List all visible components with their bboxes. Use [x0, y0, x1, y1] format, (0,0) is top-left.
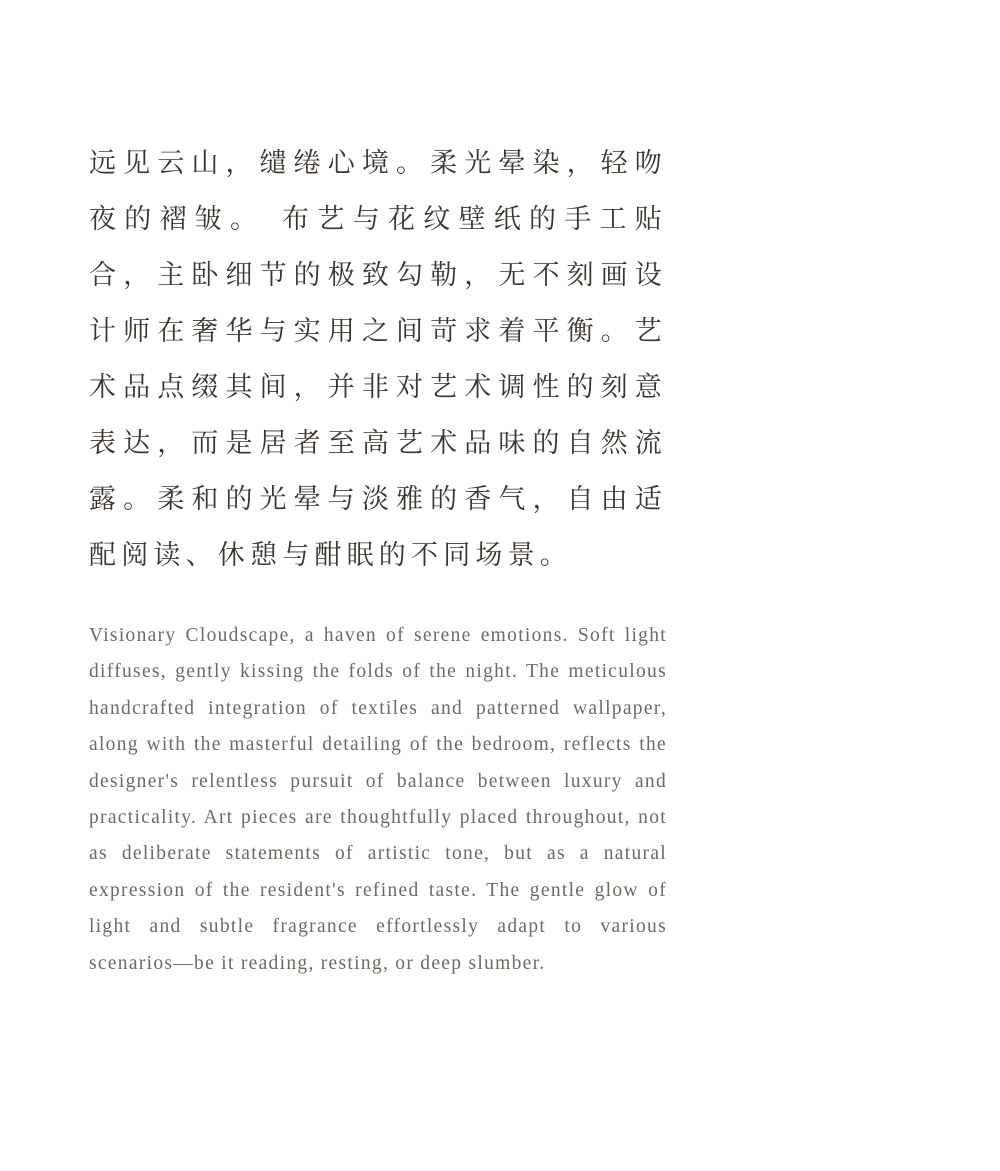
english-paragraph: Visionary Cloudscape, a haven of serene emotions. Soft light diffuses, gently kissing the folds of the night. The meticulous handcrafted integration of textiles and patterned wallpaper, along with the masterful detailing of the bedroom, reflects the designer's relentless pursuit of balance between luxury and practicality. Art pieces are thoughtfully placed throughout, not as deliberate statements of artistic tone, but as a natural expression of the resident's refined taste. The gentle glow of light and subtle fragrance effortlessly adapt to various scenarios—be it reading, resting, or deep slumber. — [89, 625, 667, 974]
chinese-paragraph: 远见云山，缱绻心境。柔光晕染，轻吻夜的褶皱。 布艺与花纹壁纸的手工贴合，主卧细节的极致勾勒，无不刻画设计师在奢华与实用之间苛求着平衡。艺术品点缀其间，并非对艺术调性的刻意表达，而是居者至高艺术品味的自然流露。柔和的光晕与淡雅的香气，自由适配阅读、休憩与酣眠的不同场景。 — [89, 148, 667, 571]
article-body — [89, 136, 667, 982]
